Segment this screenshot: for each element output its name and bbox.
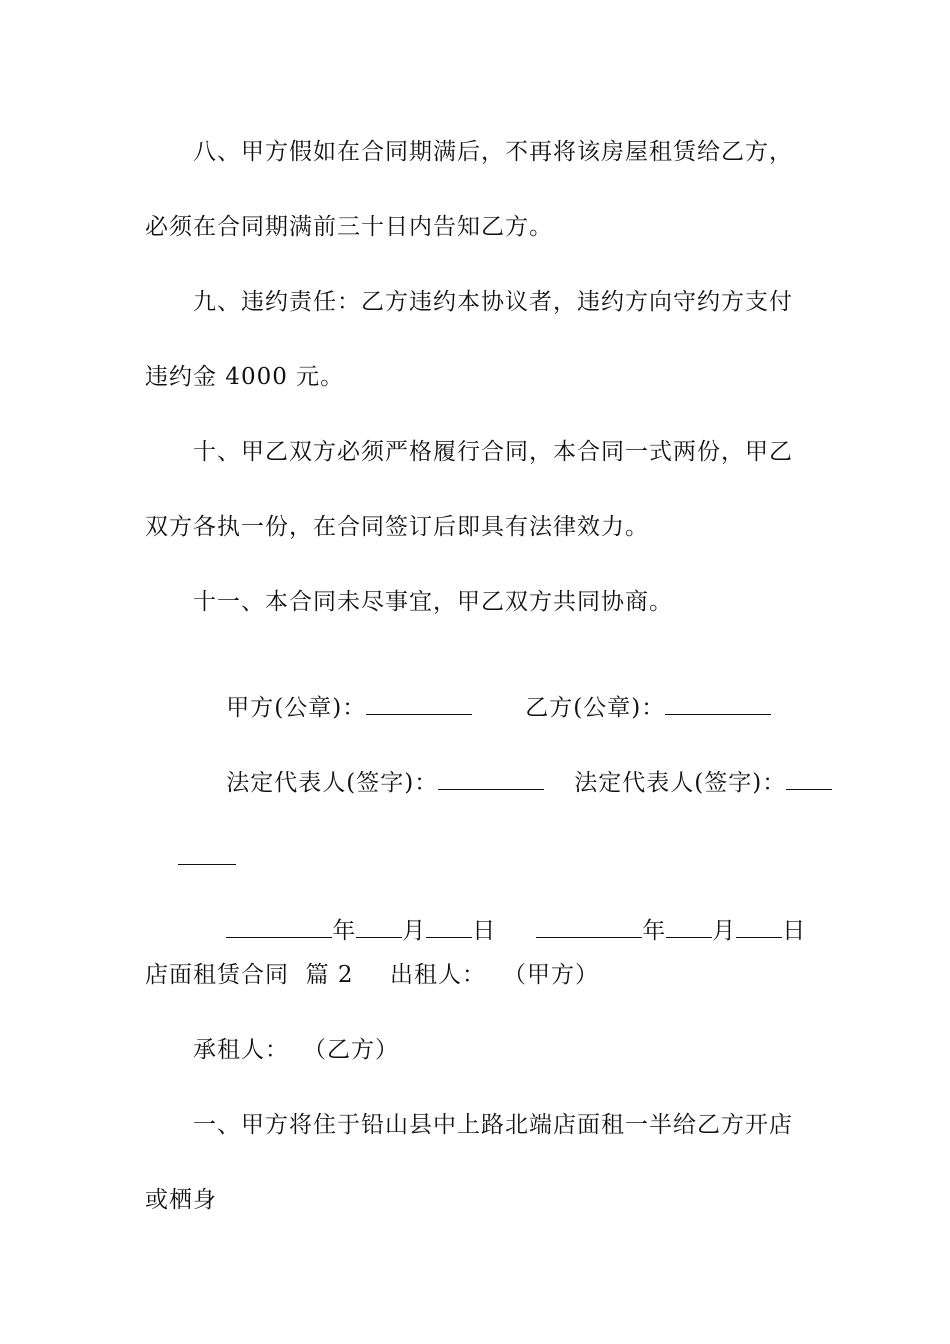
date-b-year-blank [536,915,642,938]
date-a-day-label: 日 [472,918,497,944]
date-b-month-label: 月 [712,918,737,944]
rep-line [193,737,544,828]
clause-8-line-1: 八、甲方假如在合同期满后，不再将该房屋租赁给乙方， [193,139,793,165]
clause-10-line-2: 双方各执一份，在合同签订后即具有法律效力。 [145,514,649,540]
contract-2-title: 店面租赁合同 篇 2 [145,962,354,988]
clause-10-line-1: 十、甲乙双方必须严格履行合同，本合同一式两份，甲乙 [193,439,793,465]
clause-8-line-2: 必须在合同期满前三十日内告知乙方。 [145,214,553,240]
party-b-rep-blank [786,767,832,790]
date-a-month-label: 月 [402,918,427,944]
contract-2-clause-1-line-2: 或栖身 [145,1187,217,1213]
date-a-year-label: 年 [332,918,357,944]
date-a-day-blank [426,915,472,938]
contract-2-clause-1-line-1: 一、甲方将住于铅山县中上路北端店面租一半给乙方开店 [193,1112,793,1138]
clause-9-line-2: 违约金 4000 元。 [145,364,345,390]
party-a-seal-blank [366,692,472,715]
date-a-month-blank [356,915,402,938]
date-b-month-blank [666,915,712,938]
lessor-party: （甲方） [503,962,599,988]
party-b-seal-label: 乙方(公章)： [525,695,666,721]
party-a-seal-label: 甲方(公章)： [226,695,367,721]
party-b-rep-label: 法定代表人(签字)： [574,770,787,796]
party-b-rep-blank-cont [178,842,236,865]
party-a-rep-blank [438,767,544,790]
clause-9-line-1: 九、违约责任：乙方违约本协议者，违约方向守约方支付 [193,289,793,315]
lessee-label: 承租人： [193,1037,289,1063]
party-a-rep-label: 法定代表人(签字)： [226,770,439,796]
party-b-seal-blank [665,692,771,715]
date-b-day-label: 日 [782,918,807,944]
date-b-year-label: 年 [642,918,667,944]
clause-11-line: 十一、本合同未尽事宜，甲乙双方共同协商。 [193,589,673,615]
date-a-year-blank [226,915,332,938]
lessee-party: （乙方） [303,1037,399,1063]
rep-line-b [541,737,832,828]
date-b-day-blank [736,915,782,938]
lessor-label: 出租人： [390,962,486,988]
